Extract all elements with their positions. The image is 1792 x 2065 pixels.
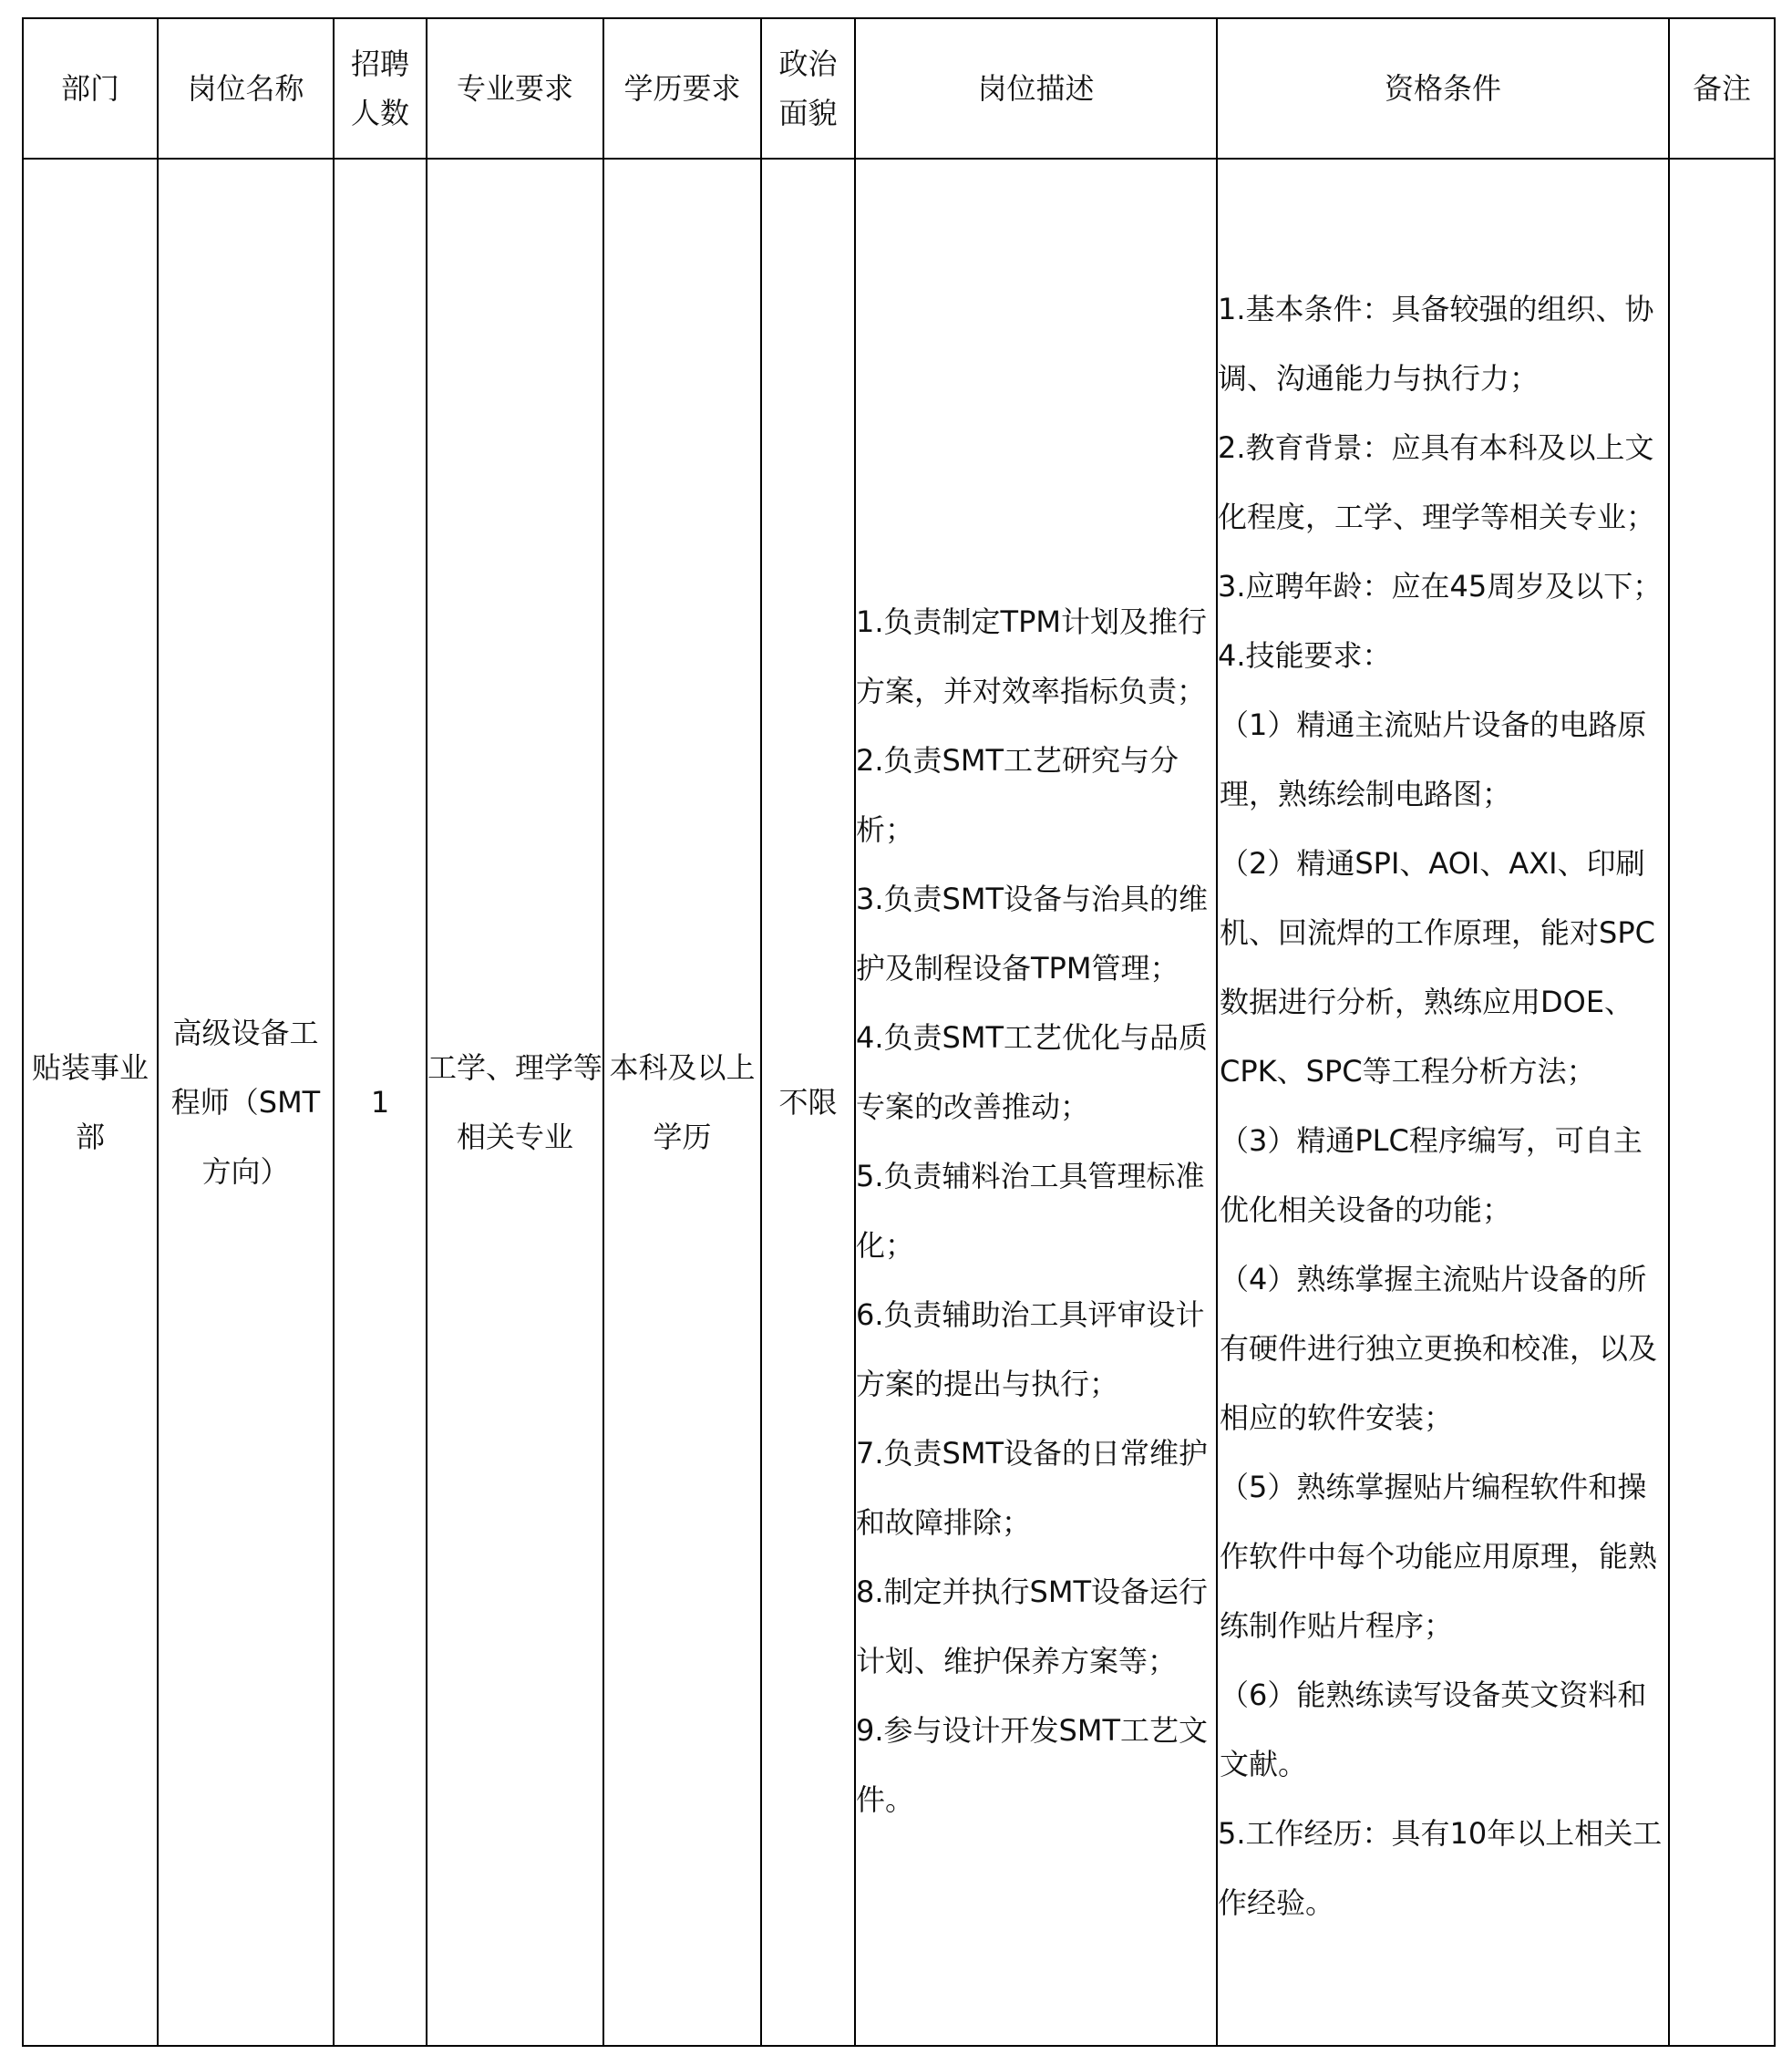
header-row [23,18,1775,159]
cell-political: 不限 [761,159,855,2046]
cell-education: 本科及以上学历 [603,159,761,2046]
duty-item: 6.负责辅助治工具评审设计方案的提出与执行； [856,1297,1205,1401]
header-department: 部门 [23,18,158,159]
header-political-line2: 面貌 [778,96,838,130]
header-education: 学历要求 [603,18,761,159]
qualification-item: 5.工作经历：具有10年以上相关工作经验。 [1218,1816,1663,1920]
qualification-item: 1.基本条件：具备较强的组织、协调、沟通能力与执行力； [1218,292,1654,396]
duty-item: 5.负责辅料治工具管理标准化； [856,1159,1205,1263]
cell-remarks [1669,159,1775,2046]
duty-item: 3.负责SMT设备与治具的维护及制程设备TPM管理； [856,882,1209,986]
duty-item: 4.负责SMT工艺优化与品质专案的改善推动； [856,1020,1209,1124]
header-position: 岗位名称 [158,18,334,159]
duties-list [856,370,1216,1834]
duty-item: 9.参与设计开发SMT工艺文件。 [856,1713,1209,1817]
duty-item: 1.负责制定TPM计划及推行方案，并对效率指标负责； [856,604,1207,708]
recruitment-table [22,17,1776,2047]
header-qualifications: 资格条件 [1217,18,1669,159]
header-duties: 岗位描述 [855,18,1217,159]
header-headcount-line2: 人数 [350,96,409,130]
duty-item: 8.制定并执行SMT设备运行计划、维护保养方案等； [856,1575,1209,1678]
cell-major: 工学、理学等相关专业 [427,159,603,2046]
qualification-subitem: （6）能熟练读写设备英文资料和文献。 [1220,1678,1647,1781]
qualification-subitem: （4）熟练掌握主流贴片设备的所有硬件进行独立更换和校准，以及相应的软件安装； [1220,1262,1658,1435]
qualification-item: 2.教育背景：应具有本科及以上文化程度，工学、理学等相关专业； [1218,430,1656,534]
header-political-line1: 政治 [778,46,838,81]
cell-duties [855,159,1217,2046]
qualification-item: 4.技能要求： [1218,638,1392,673]
header-headcount [334,18,427,159]
duty-item: 7.负责SMT设备的日常维护和故障排除； [856,1436,1209,1540]
qualification-subitem: （3）精通PLC程序编写，可自主优化相关设备的功能； [1220,1123,1643,1227]
qualification-subitem: （2）精通SPI、AOI、AXI、印刷机、回流焊的工作原理，能对SPC数据进行分析，熟练应用DOE、CPK、SPC等工程分析方法； [1220,846,1655,1089]
header-remarks: 备注 [1669,18,1775,159]
cell-qualifications [1217,159,1669,2046]
duty-item: 2.负责SMT工艺研究与分析； [856,743,1179,847]
cell-department: 贴装事业部 [23,159,158,2046]
qualifications-list [1218,267,1668,1937]
header-political [761,18,855,159]
header-headcount-line1: 招聘 [350,46,409,81]
qualification-subitem: （1）精通主流贴片设备的电路原理，熟练绘制电路图； [1220,707,1647,811]
cell-headcount: 1 [334,159,427,2046]
header-major: 专业要求 [427,18,603,159]
qualification-subitem: （5）熟练掌握贴片编程软件和操作软件中每个功能应用原理，能熟练制作贴片程序； [1220,1470,1658,1643]
cell-position: 高级设备工程师（SMT方向） [158,159,334,2046]
qualification-item: 3.应聘年龄：应在45周岁及以下； [1218,569,1663,604]
table-row [23,159,1775,2046]
